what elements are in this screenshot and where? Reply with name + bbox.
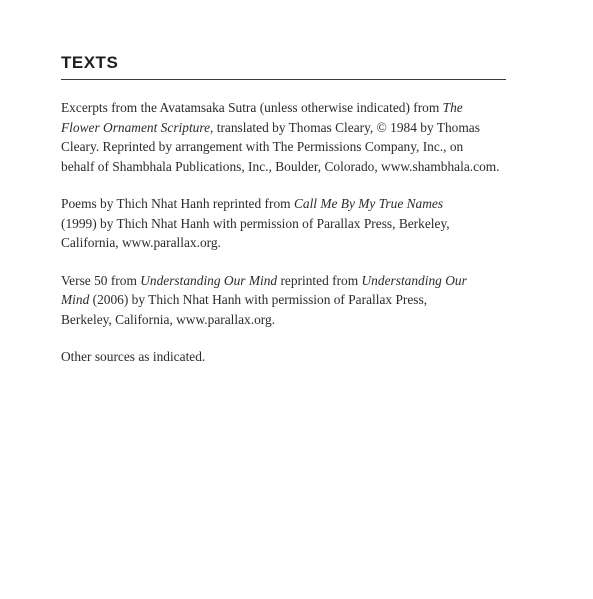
text-line: [61, 196, 443, 211]
italic-title-text: The: [442, 100, 463, 115]
text-run: Excerpts from the Avatamsaka Sutra (unless otherwise indicated) from: [61, 100, 443, 115]
text-run: California, www.parallax.org.: [61, 235, 221, 250]
text-line: [61, 216, 450, 231]
text-run: Poems by Thich Nhat Hanh reprinted from: [61, 196, 294, 211]
text-line: [61, 235, 221, 250]
body-paragraph: [61, 98, 509, 176]
heading-divider: [61, 79, 506, 80]
text-line: [61, 273, 467, 288]
text-line: [61, 120, 480, 135]
text-run: , translated by Thomas Cleary, © 1984 by Thomas: [210, 119, 480, 135]
text-run: (2006) by Thich Nhat Hanh with permission of Parallax Press,: [89, 292, 428, 307]
body-paragraph: [61, 347, 509, 367]
body-paragraph: [61, 194, 509, 253]
document-page: [61, 52, 509, 385]
section-title: TEXTS: [61, 53, 119, 72]
italic-title-text: Call Me By My True Names: [293, 196, 444, 211]
text-line: [61, 159, 500, 174]
italic-title-text: Flower Ornament Scripture: [61, 119, 211, 135]
text-run: Other sources as indicated.: [61, 349, 206, 364]
italic-title-text: Mind: [61, 292, 90, 307]
text-run: (1999) by Thich Nhat Hanh with permission of Parallax Press, Berkeley,: [61, 215, 450, 231]
text-line: [61, 139, 463, 154]
text-run: Berkeley, California, www.parallax.org.: [61, 311, 276, 327]
italic-title-text: Understanding Our Mind: [140, 272, 278, 288]
text-run: Verse 50 from: [61, 272, 141, 288]
text-run: Cleary. Reprinted by arrangement with The Permissions Company, Inc., on: [61, 139, 464, 154]
text-line: [61, 312, 275, 327]
paragraph-list: [61, 98, 509, 367]
body-paragraph: [61, 271, 509, 330]
text-line: [61, 100, 463, 115]
text-line: [61, 349, 205, 364]
text-line: [61, 292, 427, 307]
text-run: behalf of Shambhala Publications, Inc., Boulder, Colorado, www.shambhala.com.: [61, 158, 500, 174]
italic-title-text: Understanding Our: [361, 272, 467, 288]
text-run: reprinted from: [277, 272, 362, 288]
